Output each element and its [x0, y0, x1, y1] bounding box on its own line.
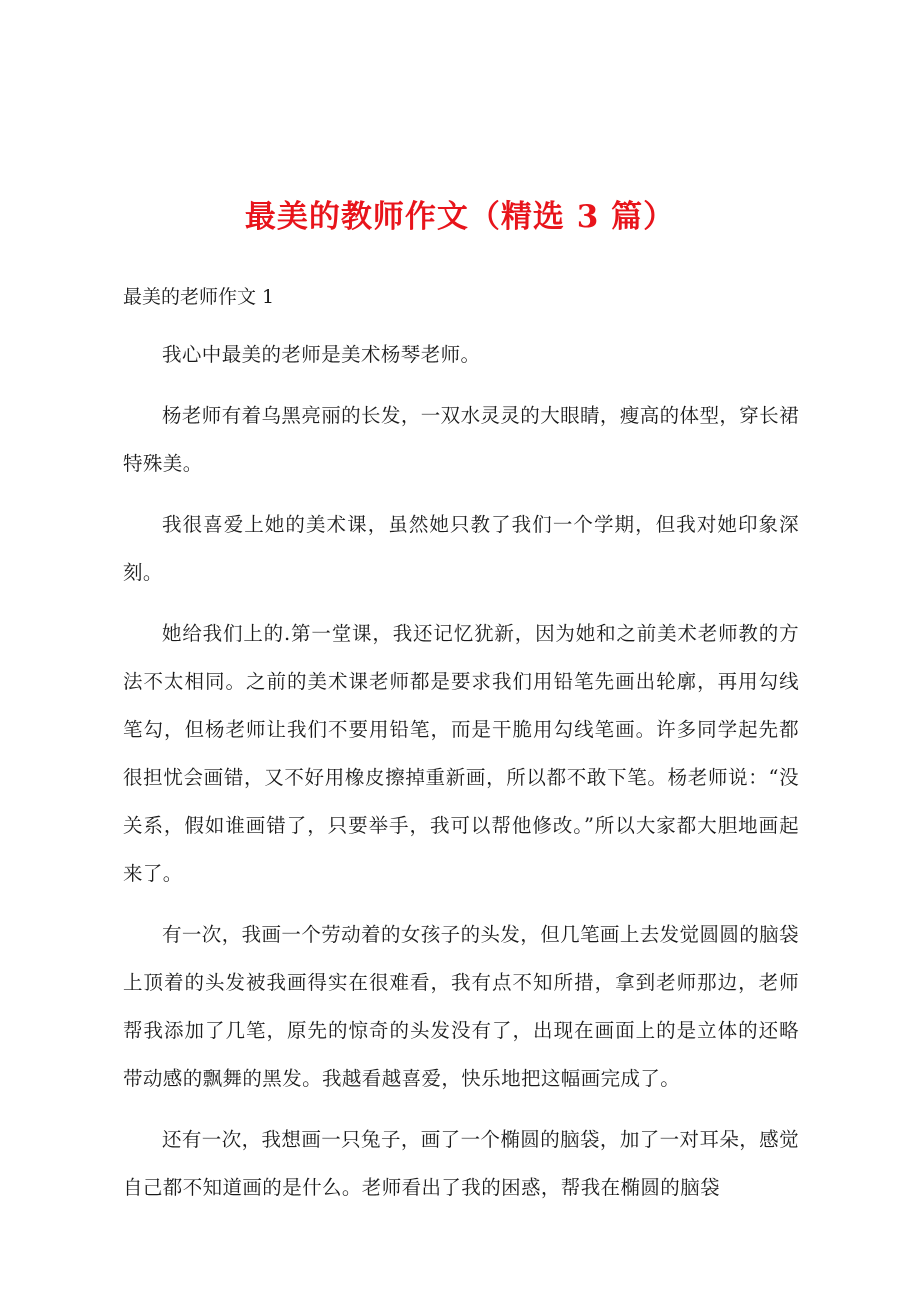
paragraph-4: 她给我们上的.第一堂课，我还记忆犹新，因为她和之前美术老师教的方法不太相同。之前的美术课老师都是要求我们用铅笔先画出轮廓，再用勾线笔勾，但杨老师让我们不要用铅笔，而是干脆用勾线笔画。许多同学起先都很担忧会画错，又不好用橡皮擦掉重新画，所以都不敢下笔。杨老师说：“没关系，假如谁画错了，只要举手，我可以帮他修改。”所以大家都大胆地画起来了。: [123, 622, 799, 885]
paragraph-3: 我很喜爱上她的美术课，虽然她只教了我们一个学期，但我对她印象深刻。: [123, 513, 799, 584]
section-heading: 最美的老师作文 1: [123, 286, 275, 308]
paragraph-6: 还有一次，我想画一只兔子，画了一个椭圆的脑袋，加了一对耳朵，感觉自己都不知道画的是什么。老师看出了我的困惑，帮我在椭圆的脑袋: [123, 1128, 799, 1199]
document-title: 最美的教师作文（精选 3 篇）: [244, 199, 676, 235]
article-body: [123, 331, 799, 1225]
paragraph-5: 有一次，我画一个劳动着的女孩子的头发，但几笔画上去发觉圆圆的脑袋上顶着的头发被我画得实在很难看，我有点不知所措，拿到老师那边，老师帮我添加了几笔，原先的惊奇的头发没有了，出现在画面上的是立体的还略带动感的飘舞的黑发。我越看越喜爱，快乐地把这幅画完成了。: [123, 923, 799, 1090]
paragraph-1: 我心中最美的老师是美术杨琴老师。: [162, 343, 481, 366]
paragraph-2: 杨老师有着乌黑亮丽的长发，一双水灵灵的大眼睛，瘦高的体型，穿长裙特殊美。: [123, 404, 799, 475]
